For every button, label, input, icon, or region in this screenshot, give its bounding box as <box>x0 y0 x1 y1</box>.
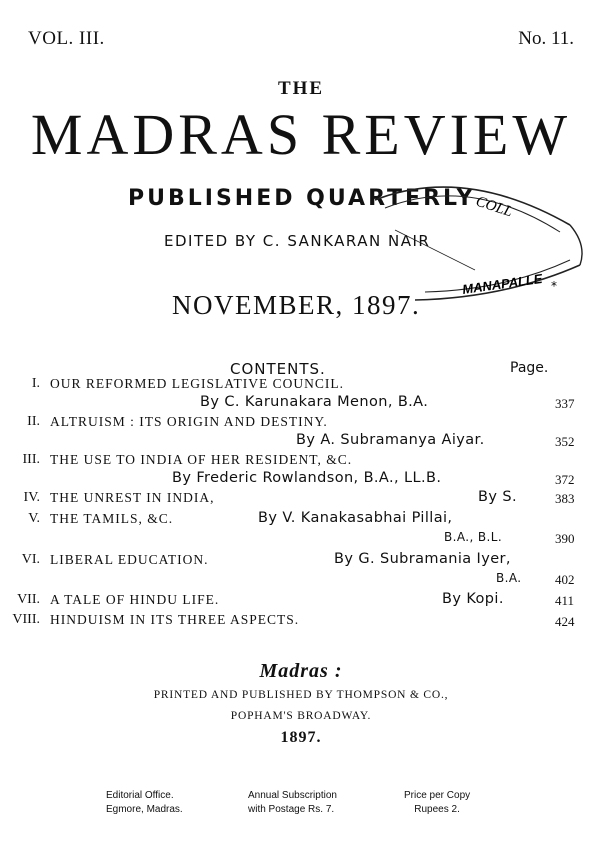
contents-item-page: 411 <box>555 593 575 608</box>
imprint-year: 1897. <box>280 729 322 746</box>
issue-number: No. 11. <box>518 28 574 49</box>
contents-item-page: 337 <box>555 396 575 411</box>
issue-date: NOVEMBER, 1897. <box>172 290 421 320</box>
contents-item-title: OUR REFORMED LEGISLATIVE COUNCIL. <box>50 376 344 391</box>
contents-item-author: By Frederic Rowlandson, B.A., LL.B. <box>172 470 442 486</box>
stamp-text-top: COLL <box>473 193 515 221</box>
library-stamp-icon <box>355 170 585 310</box>
contents-item-title: THE UNREST IN INDIA, <box>50 490 215 505</box>
contents-item-title: THE USE TO INDIA OF HER RESIDENT, &C. <box>50 452 353 467</box>
stamp-text-bottom: MANAPALLE <box>461 270 544 297</box>
contents-item-title: THE TAMILS, &C. <box>50 511 174 526</box>
masthead-the: THE <box>277 78 325 99</box>
contents-item-author: By V. Kanakasabhai Pillai, <box>258 510 453 526</box>
editorial-office-note: Editorial Office. Egmore, Madras. <box>106 790 183 815</box>
page-column-heading: Page. <box>510 360 549 376</box>
contents-item-page: 424 <box>555 614 575 629</box>
imprint-address: POPHAM'S BROADWAY. <box>230 710 372 722</box>
imprint-city: Madras : <box>259 660 343 682</box>
contents-item-title: LIBERAL EDUCATION. <box>50 552 209 567</box>
contents-item-degree: B.A. <box>496 571 522 585</box>
journal-title: MADRAS REVIEW <box>30 102 572 167</box>
contents-item-author: By S. <box>478 489 517 505</box>
subscription-note: Annual Subscription with Postage Rs. 7. <box>248 790 337 815</box>
imprint-publisher: PRINTED AND PUBLISHED BY THOMPSON & CO., <box>153 689 449 701</box>
contents-item-author: By Kopi. <box>442 591 504 607</box>
price-note: Price per Copy Rupees 2. <box>404 790 471 815</box>
contents-item-degree: B.A., B.L. <box>444 530 503 544</box>
contents-item-author: By A. Subramanya Aiyar. <box>296 432 485 448</box>
contents-item-page: 390 <box>555 531 575 546</box>
editor-line: EDITED BY C. SANKARAN NAIR <box>164 232 431 250</box>
volume-label: VOL. III. <box>28 28 105 49</box>
contents-item-author: By C. Karunakara Menon, B.A. <box>200 394 429 410</box>
publication-frequency: PUBLISHED QUARTERLY <box>128 186 476 211</box>
contents-item-page: 372 <box>555 472 575 487</box>
contents-item-page: 383 <box>555 491 575 506</box>
contents-item-title: HINDUISM IN ITS THREE ASPECTS. <box>50 612 300 627</box>
contents-item-title: A TALE OF HINDU LIFE. <box>50 592 220 607</box>
contents-heading: CONTENTS. <box>230 360 326 378</box>
contents-item-title: ALTRUISM : ITS ORIGIN AND DESTINY. <box>50 414 328 429</box>
stamp-star-icon: * <box>551 279 557 293</box>
contents-item-page: 402 <box>555 572 575 587</box>
contents-item-page: 352 <box>555 434 575 449</box>
contents-item-author: By G. Subramania Iyer, <box>334 551 511 567</box>
